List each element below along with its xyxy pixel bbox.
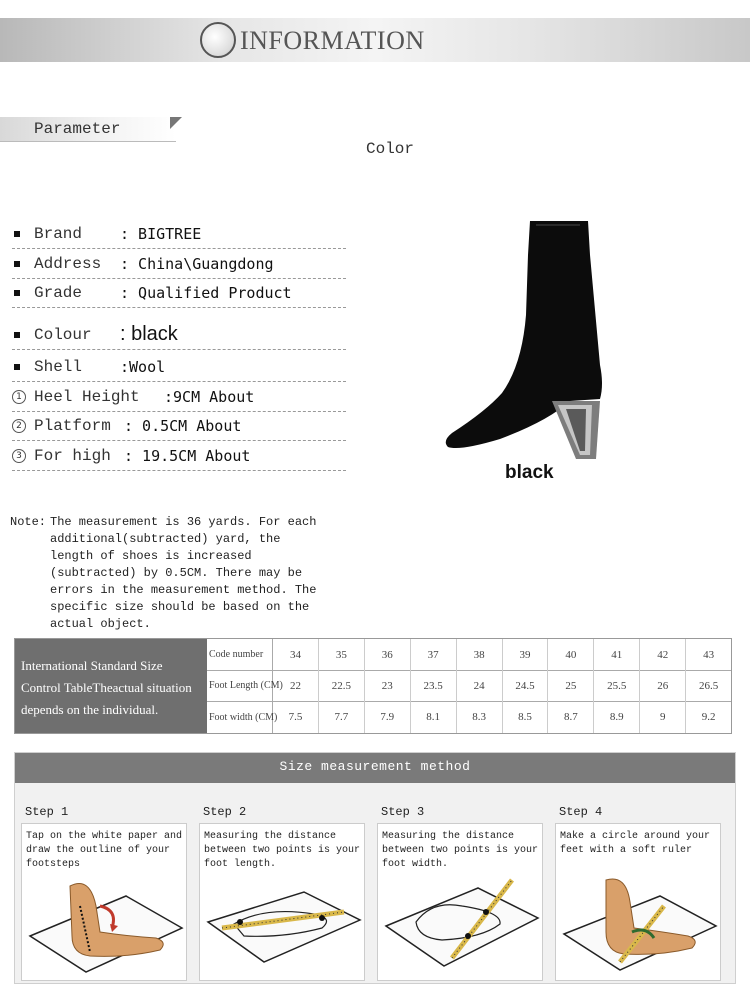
step-2: [193, 793, 363, 981]
size-table-cell: 38: [457, 639, 503, 670]
information-banner: [0, 18, 750, 62]
spec-label: Grade: [34, 284, 83, 302]
size-table-row: [207, 639, 731, 671]
number-two-icon: 2: [12, 419, 26, 433]
size-table-cell: 23: [365, 670, 411, 701]
step-description: Measuring the distance between two points is your foot length.: [204, 831, 361, 870]
foot-circle-icon: [560, 866, 718, 976]
parameter-tab-label: Parameter: [34, 120, 121, 138]
color-heading: Color: [366, 140, 415, 158]
method-header-bar: [15, 753, 735, 783]
bullet-icon: [14, 332, 20, 338]
bullet-icon: [14, 231, 20, 237]
banner-title: INFORMATION: [240, 26, 425, 55]
size-table-cell: 9: [640, 701, 686, 733]
spec-value: : BIGTREE: [120, 225, 202, 243]
size-table-cell: 7.7: [319, 701, 365, 733]
size-table-cell: 25.5: [594, 670, 640, 701]
foot-width-icon: [382, 866, 540, 976]
spec-label: For high: [34, 447, 111, 465]
number-one-icon: 1: [12, 390, 26, 404]
foot-outline-icon: [26, 866, 184, 976]
size-table-cell: 24.5: [503, 670, 549, 701]
spec-row-grade: [12, 280, 346, 308]
size-table-row-header: Foot width (CM): [207, 701, 273, 733]
size-table-cell: 22.5: [319, 670, 365, 701]
banner-circle-icon: [200, 22, 236, 58]
step-card: [21, 823, 187, 981]
step-title: Step 4: [559, 805, 603, 819]
size-table-cell: 34: [273, 639, 319, 670]
size-table-cell: 8.7: [548, 701, 594, 733]
size-table-cell: 25: [548, 670, 594, 701]
number-three-icon: 3: [12, 449, 26, 463]
step-1: [15, 793, 185, 981]
product-image: [440, 215, 630, 460]
size-table-cell: 36: [365, 639, 411, 670]
size-table-cell: 8.3: [457, 701, 503, 733]
spec-label: Shell: [34, 358, 83, 376]
size-table-cell: 8.9: [594, 701, 640, 733]
spec-label: Address: [34, 255, 102, 273]
spec-row-platform: [12, 413, 346, 441]
step-description: Measuring the distance between two points is your foot width.: [382, 831, 539, 870]
method-title: Size measurement method: [279, 759, 471, 774]
size-table-cell: 7.9: [365, 701, 411, 733]
step-title: Step 2: [203, 805, 247, 819]
spec-value: : black: [120, 323, 178, 345]
size-table-cell: 9.2: [701, 711, 716, 723]
step-title: Step 3: [381, 805, 425, 819]
step-4: [549, 793, 719, 981]
size-table-title: [15, 639, 207, 733]
step-card: [199, 823, 365, 981]
spec-row-for-high: [12, 443, 346, 471]
size-table-cell: 42: [640, 639, 686, 670]
size-table-title-line: Control TableTheactual situation: [21, 680, 192, 695]
foot-length-icon: [204, 866, 362, 976]
size-table-cell: 35: [319, 639, 365, 670]
spec-value: : 19.5CM About: [124, 447, 251, 465]
step-description: Tap on the white paper and draw the outline of your footsteps: [26, 831, 183, 870]
spec-label: Brand: [34, 225, 83, 243]
size-table-row-header: Code number: [207, 639, 273, 670]
spec-value: : Qualified Product: [120, 284, 292, 302]
size-table-cell: 40: [548, 639, 594, 670]
spec-row-heel-height: [12, 384, 346, 412]
size-table-row: [207, 701, 731, 733]
size-table: [14, 638, 732, 734]
spec-label: Heel Height: [34, 388, 140, 406]
size-table-cell: 41: [594, 639, 640, 670]
note-body: The measurement is 36 yards. For each additional(subtracted) yard, the length of shoes is increased (subtracted) by 0.5CM. There may be errors in the measurement method. The specific size should be based on the actual object.: [50, 515, 317, 631]
spec-label: Platform: [34, 417, 111, 435]
size-table-grid: [207, 639, 731, 733]
spec-value: :9CM About: [164, 388, 255, 406]
step-title: Step 1: [25, 805, 69, 819]
size-table-cell: 24: [457, 670, 503, 701]
size-measurement-method: [14, 752, 736, 984]
step-description: Make a circle around your feet with a soft ruler: [560, 831, 711, 856]
size-table-cell: 39: [503, 639, 549, 670]
product-color-label: black: [505, 462, 554, 483]
spec-value: : China\Guangdong: [120, 255, 274, 273]
step-card: [555, 823, 721, 981]
boot-icon: [440, 215, 630, 460]
size-table-title-line: International Standard Size: [21, 658, 163, 673]
step-3: [371, 793, 541, 981]
step-card: [377, 823, 543, 981]
note-heading: Note:: [10, 515, 47, 529]
spec-value: :Wool: [120, 358, 166, 376]
size-table-cell: 26.5: [698, 679, 719, 692]
size-table-cell: 7.5: [273, 701, 319, 733]
bullet-icon: [14, 261, 20, 267]
parameter-tab: [0, 117, 176, 142]
bullet-icon: [14, 364, 20, 370]
size-table-cell: 37: [411, 639, 457, 670]
spec-row-colour: [12, 322, 346, 350]
spec-row-brand: [12, 221, 346, 249]
size-table-cell: 8.1: [411, 701, 457, 733]
spec-row-address: [12, 251, 346, 279]
size-table-row: [207, 670, 731, 702]
size-table-title-line: depends on the individual.: [21, 702, 159, 717]
size-table-cell: 43: [703, 648, 715, 661]
size-table-cell: 26: [640, 670, 686, 701]
bullet-icon: [14, 290, 20, 296]
size-table-cell: 23.5: [411, 670, 457, 701]
size-table-cell: 22: [273, 670, 319, 701]
spec-value: : 0.5CM About: [124, 417, 242, 435]
tab-corner-icon: [170, 117, 182, 129]
spec-row-shell: [12, 354, 346, 382]
size-table-cell: 8.5: [503, 701, 549, 733]
spec-label: Colour: [34, 326, 92, 344]
size-table-row-header: Foot Length (CM): [207, 670, 273, 701]
